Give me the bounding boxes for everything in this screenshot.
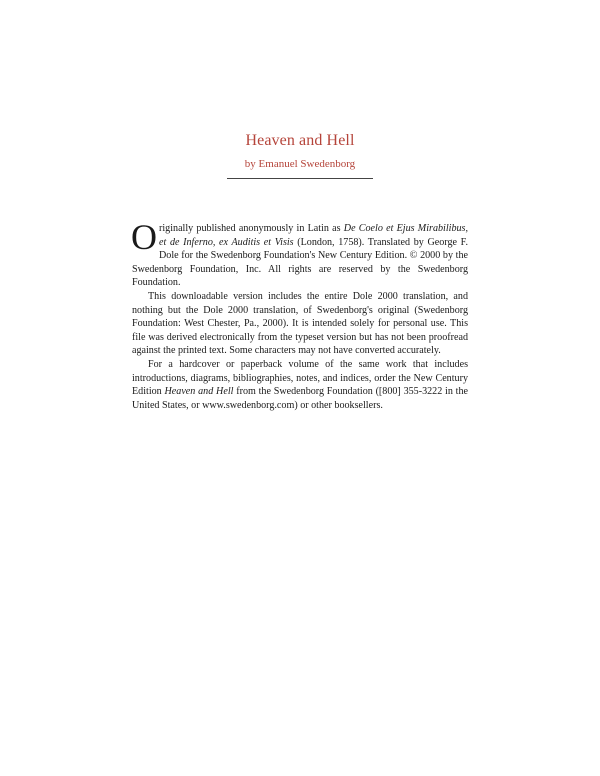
latin-title: De Coelo et Ejus Mirabilibus, et de Inferno, ex Auditis et Visis [159, 223, 468, 248]
body-text [131, 217, 469, 412]
drop-cap: O [131, 217, 157, 257]
paragraph-publication [131, 217, 468, 290]
paragraph-download-notice: This downloadable version includes the entire Dole 2000 translation, and nothing but the Dole 2000 translation, of Swedenborg's original (Swedenborg Foundation: West Chester, Pa., 2000). It is intended solely for personal use. This file was derived electronically from the typeset version but has not been proofread against the printed text. Some characters may not have converted accurately. [132, 290, 468, 357]
author-byline: by Emanuel Swedenborg [244, 158, 356, 170]
paragraph-text: riginally published anonymously in Latin as [159, 223, 344, 234]
paragraph-text: For a hardcover or paperback volume of the same work that includes introductions, diagrams, bibliographies, notes, and indices, order the New Century Edition [132, 358, 468, 398]
paragraph-text: (London, 1758). Translated by George F. Dole for the Swedenborg Foundation's New Century Edition. © 2000 by the Swedenborg Foundation, Inc. All rights are reserved by the Swedenborg Foundation. [132, 236, 468, 289]
book-title: Heaven and Hell [164, 386, 234, 398]
paragraph-text: from the Swedenborg Foundation ([800] 355-3222 in the United States, or www.swedenborg.com) or other booksellers. [132, 386, 469, 411]
title-divider [227, 178, 373, 179]
paragraph-order-info [132, 358, 468, 412]
page-title: Heaven and Hell [245, 132, 355, 149]
